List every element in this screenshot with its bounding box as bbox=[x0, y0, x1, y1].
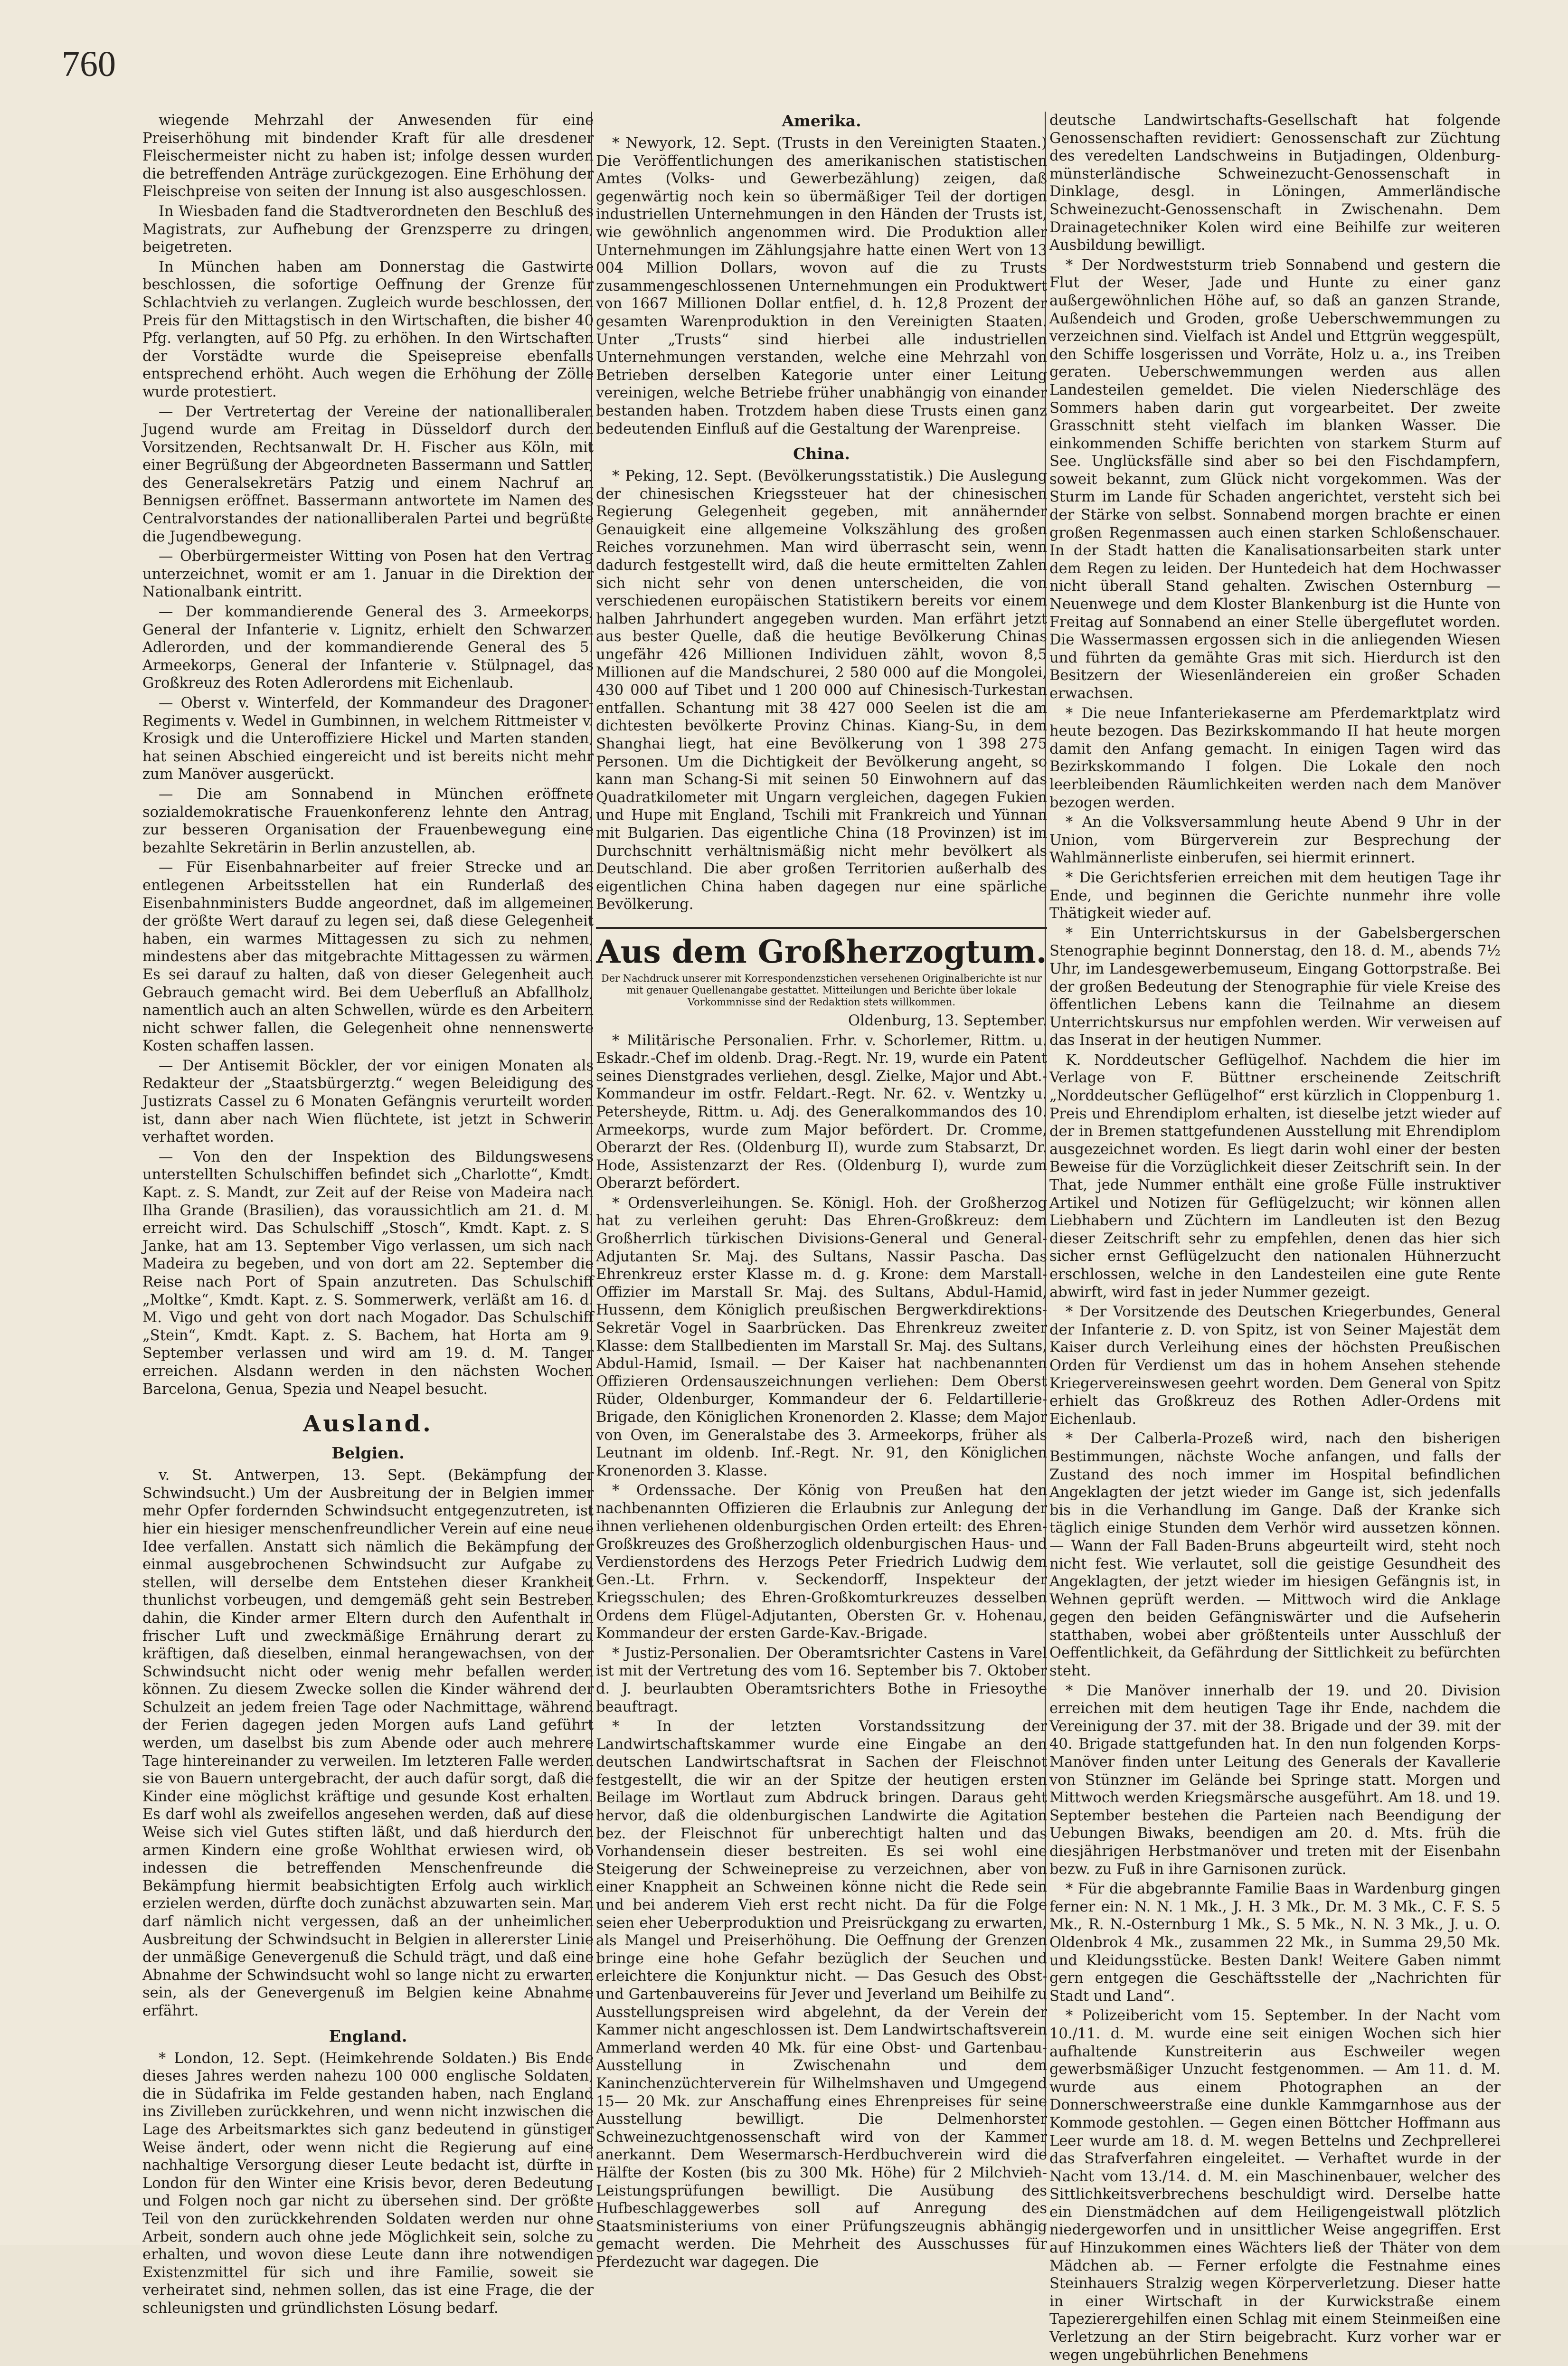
article-paragraph: deutsche Landwirtschafts-Gesellschaft hat folgende Genossenschaften revidiert: Genossenschaft zur Züchtung des veredelten Landschweins in Butjadingen, Oldenburg-münsterländische Schweinezucht-Genossenschaft in Dinklage, desgl. in Löningen, Ammerländische Schweinezucht-Genossenschaft in Zwischenahn. Dem Drainagetechniker Kolen wird eine Beihilfe zur weiteren Ausbildung bewilligt. bbox=[1049, 112, 1501, 254]
article-paragraph: * Der Vorsitzende des Deutschen Kriegerbundes, General der Infanterie z. D. von Spitz, ist von Seiner Majestät dem Kaiser durch Verleihung eines der höchsten Preußischen Orden für Verdienst um das in hohem Ansehen stehende Kriegervereinswesen geehrt worden. Dem General von Spitz erhielt das Großkreuz des Rothen Adler-Ordens mit Eichenlaub. bbox=[1049, 1304, 1501, 1428]
article-paragraph: * Newyork, 12. Sept. (Trusts in den Vereinigten Staaten.) Die Veröffentlichungen des amerikanischen statistischen Amtes (Volks- und Gewerbezählung) zeigen, daß gegenwärtig noch kein so übermäßiger Teil der dortigen industriellen Unternehmungen in den Händen der Trusts ist, wie gewöhnlich angenommen wird. Die Produktion aller Unternehmungen im Zählungsjahre hatte einen Wert von 13 004 Million Dollars, wovon auf die zu Trusts zusammengeschlossenen Unternehmungen ein Produktwert von 1667 Millionen Dollar entfiel, d. h. 12,8 Prozent der gesamten Warenproduktion in den Vereinigten Staaten. Unter „Trusts“ sind hierbei alle industriellen Unternehmungen verstanden, welche eine Mehrzahl von Betrieben derselben Kategorie unter einer Leitung vereinigen, welche Betriebe früher unabhängig von einander bestanden haben. Trotzdem haben diese Trusts einen ganz bedeutenden Einfluß auf die Gestaltung der Warenpreise. bbox=[596, 135, 1047, 437]
article-paragraph: * Für die abgebrannte Familie Baas in Wardenburg gingen ferner ein: N. N. 1 Mk., J. H. 3 Mk., Dr. M. 3 Mk., C. F. S. 5 Mk., R. N.-Osternburg 1 Mk., S. 5 Mk., N. N. 3 Mk., J. u. O. Oldenbrok 4 Mk., zusammen 22 Mk., in Summa 29,50 Mk. und Kleidungsstücke. Besten Dank! Weitere Gaben nimmt gern entgegen die Geschäftsstelle der „Nachrichten für Stadt und Land“. bbox=[1049, 1881, 1501, 2005]
section-heading-grossherzogtum: Aus dem Großherzogtum. bbox=[596, 927, 1047, 970]
article-paragraph: In Wiesbaden fand die Stadtverordneten den Beschluß des Magistrats, zur Aufhebung der Grenzsperre zu dringen, beigetreten. bbox=[142, 203, 594, 256]
column-2 bbox=[596, 112, 1047, 2273]
article-paragraph: * Peking, 12. Sept. (Bevölkerungsstatistik.) Die Auslegung der chinesischen Kriegssteuer hat der chinesischen Regierung Gelegenheit gegeben, mit annähernder Genauigkeit eine allgemeine Volkszählung des großen Reiches vorzunehmen. Man wird überrascht sein, wenn dadurch festgestellt wird, daß die heute ermittelten Zahlen sich nicht sehr von denen unterscheiden, die von verschiedenen europäischen Statistikern bereits vor einem halben Jahrhundert angegeben wurden. Man erfährt jetzt aus bester Quelle, daß die heutige Bevölkerung Chinas ungefähr 426 Millionen Individuen zählt, wovon 8,5 Millionen auf die Mandschurei, 2 580 000 auf die Mongolei, 430 000 auf Tibet und 1 200 000 auf Chinesisch-Turkestan entfallen. Schantung mit 38 427 000 Seelen ist die am dichtesten bevölkerte Provinz Chinas. Kiang-Su, in dem Shanghai liegt, hat eine Bevölkerung von 1 398 275 Personen. Um die Dichtigkeit der Bevölkerung angeht, so kann man Schang-Si mit seinen 50 Einwohnern auf das Quadratkilometer mit Ungarn vergleichen, dagegen Fukien und Hupe mit England, Tschili mit Frankreich und Yünnan mit Bulgarien. Das eigentliche China (18 Provinzen) ist im Durchschnitt verhältnismäßig nicht mehr bevölkert als Deutschland. Die aber großen Territorien außerhalb des eigentlichen China haben dagegen nur eine spärliche Bevölkerung. bbox=[596, 468, 1047, 913]
article-paragraph: * Die Manöver innerhalb der 19. und 20. Division erreichen mit dem heutigen Tage ihr Ende, nachdem die Vereinigung der 37. mit der 38. Brigade und der 39. mit der 40. Brigade stattgefunden hat. In den nun folgenden Korps-Manöver finden unter Leitung des Generals der Kavallerie von Stünzner im Gelände bei Springe statt. Morgen und Mittwoch werden Kriegsmärsche ausgeführt. Am 18. und 19. September bestehen die Parteien nach Beendigung der Uebungen Biwaks, beendigen am 20. d. Mts. früh die diesjährigen Herbstmanöver und treten mit der Eisenbahn bezw. zu Fuß in ihre Garnisonen zurück. bbox=[1049, 1682, 1501, 1878]
article-paragraph: * Ordenssache. Der König von Preußen hat den nachbenannten Offizieren die Erlaubnis zur Anlegung der ihnen verliehenen oldenburgischen Orden erteilt: des Ehren-Großkreuzes des Großherzoglich oldenburgischen Haus- und Verdienstordens des Herzogs Peter Friedrich Ludwig dem Gen.-Lt. Frhrn. v. Seckendorff, Inspekteur der Kriegsschulen; des Ehren-Großkomturkreuzes desselben Ordens dem Flügel-Adjutanten, Obersten Gr. v. Hohenau, Kommandeur der ersten Garde-Kav.-Brigade. bbox=[596, 1482, 1047, 1642]
article-paragraph: * Ordensverleihungen. Se. Königl. Hoh. der Großherzog hat zu verleihen geruht: Das Ehren-Großkreuz: dem Großherrlich türkischen Divisions-General und General-Adjutanten Sr. Maj. des Sultans, Nassir Pascha. Das Ehrenkreuz erster Klasse m. d. g. Krone: dem Marstall-Offizier im Marstall Sr. Maj. des Sultans, Abdul-Hamid, Hussenn, dem Königlich preußischen Bergwerkdirektions-Sekretär Vogel in Saarbrücken. Das Ehrenkreuz zweiter Klasse: dem Stallbedienten im Marstall Sr. Maj. des Sultans, Abdul-Hamid, Ismail. — Der Kaiser hat nachbenannten Offizieren Ordensauszeichnungen verliehen: Dem Oberst Rüder, Oldenburger, Kommandeur der 6. Feldartillerie-Brigade, den Königlichen Kronenorden 2. Klasse; dem Major von Oven, im Generalstabe des 3. Armeekorps, früher als Leutnant im oldenb. Inf.-Regt. Nr. 91, den Königlichen Kronenorden 3. Klasse. bbox=[596, 1194, 1047, 1479]
article-paragraph: * Justiz-Personalien. Der Oberamtsrichter Castens in Varel ist mit der Vertretung des vom 16. September bis 7. Oktober d. J. beurlaubten Oberamtsrichters Bothe in Friesoythe beauftragt. bbox=[596, 1645, 1047, 1715]
column-3 bbox=[1049, 112, 1501, 2366]
article-paragraph: — Der Vertretertag der Vereine der nationalliberalen Jugend wurde am Freitag in Düsseldorf durch den Vorsitzenden, Rechtsanwalt Dr. H. Fischer aus Köln, mit einer Begrüßung der Abgeordneten Bassermann und Sattler, des Generalsekretärs Patzig und einem Nachruf an Bennigsen eröffnet. Bassermann antwortete im Namen des Centralvorstandes der nationalliberalen Partei und begrüßte die Jugendbewegung. bbox=[142, 403, 594, 545]
article-paragraph: * Der Nordweststurm trieb Sonnabend und gestern die Flut der Weser, Jade und Hunte zu einer ganz außergewöhnlichen Höhe auf, so daß an ganzen Strande, Außendeich und Groden, große Ueberschwemmungen zu verzeichnen sind. Vielfach ist Andel und Ettgrün weggespült, den Schiffe losgerissen und Vorräte, Holz u. a., ins Treiben geraten. Ueberschwemmungen werden aus allen Landesteilen gemeldet. Die vielen Niederschläge des Sommers haben darin gut vorgearbeitet. Der zweite Grasschnitt steht vielfach im blanken Wasser. Die einkommenden Schiffe berichten von starkem Sturm auf See. Unglücksfälle sind aber so bei den Fischdampfern, soweit bekannt, zum Glück nicht vorgekommen. Was der Sturm im Lande für Schaden angerichtet, versteht sich bei der Stärke von selbst. Sonnabend morgen brachte er einen großen Regenmassen auch einen starken Schloßenschauer. In der Stadt hatten die Kanalisationsarbeiten stark unter dem Regen zu leiden. Der Huntedeich hat dem Hochwasser nicht überall Stand gehalten. Zwischen Osternburg — Neuenwege und dem Kloster Blankenburg ist die Hunte von Freitag auf Sonnabend an einer Stelle übergeflutet worden. Die Wassermassen ergossen sich in die anliegenden Wiesen und führten da gemähte Gras mit sich. Hierdurch ist den Besitzern der Wiesenländereien ein großer Schaden erwachsen. bbox=[1049, 256, 1501, 702]
article-paragraph: * Die Gerichtsferien erreichen mit dem heutigen Tage ihr Ende, und beginnen die Gerichte nunmehr ihre volle Thätigkeit wieder auf. bbox=[1049, 869, 1501, 922]
article-paragraph: — Der Antisemit Böckler, der vor einigen Monaten als Redakteur der „Staatsbürgerztg.“ wegen Beleidigung des Justizrats Cassel zu 6 Monaten Gefängnis verurteilt worden ist, dann aber nach Wien flüchtete, ist jetzt in Schwerin verhaftet worden. bbox=[142, 1057, 594, 1146]
article-paragraph: — Für Eisenbahnarbeiter auf freier Strecke und an entlegenen Arbeitsstellen hat ein Runderlaß des Eisenbahnministers Budde angeordnet, daß im allgemeinen der größte Wert darauf zu legen sei, daß diese Gelegenheit haben, ein warmes Mittagessen zu sich zu nehmen, mindestens aber das mitgebrachte Mittagessen zu wärmen. Es sei darauf zu halten, daß von dieser Gelegenheit auch Gebrauch gemacht wird. Bei dem Ueberfluß an Abfallholz, namentlich auch an alten Schwellen, würde es den Arbeitern nicht schwer fallen, die Gelegenheit ohne nennenswerte Kosten schaffen lassen. bbox=[142, 859, 594, 1055]
article-paragraph: * Der Calberla-Prozeß wird, nach den bisherigen Bestimmungen, nächste Woche anfangen, und falls der Zustand des noch immer im Hospital befindlichen Angeklagten der jetzt wieder im Gange ist, sich jedenfalls bis in die Verhandlung im Gange. Daß der Kranke sich täglich einige Stunden dem Verhör wird aussetzen können. — Wann der Fall Baden-Bruns abgeurteilt wird, steht noch nicht fest. Wie verlautet, soll die geistige Gesundheit des Angeklagten, der jetzt wieder im hiesigen Gefängnis ist, in Wehnen geprüft werden. — Mittwoch wird die Anklage gegen den beiden Gefängniswärter und die Aufseherin statthaben, wobei aber größtenteils unter Ausschluß der Oeffentlichkeit, da Gefährdung der Sittlichkeit zu befürchten steht. bbox=[1049, 1430, 1501, 1680]
dateline: Oldenburg, 13. September. bbox=[848, 1012, 1047, 1029]
article-paragraph: — Die am Sonnabend in München eröffnete sozialdemokratische Frauenkonferenz lehnte den Antrag, zur besseren Organisation der Frauenbewegung eine bezahlte Sekretärin in Berlin anzustellen, ab. bbox=[142, 786, 594, 856]
article-paragraph: * Ein Unterrichtskursus in der Gabelsbergerschen Stenographie beginnt Donnerstag, den 18. d. M., abends 7½ Uhr, im Landesgewerbemuseum, Eingang Gottorpstraße. Bei der großen Bedeutung der Stenographie für viele Kreise des öffentlichen Lebens kann die Teilnahme an diesem Unterrichtskursus nur empfohlen werden. Wir verweisen auf das Inserat in der heutigen Nummer. bbox=[1049, 925, 1501, 1049]
article-paragraph: * An die Volksversammlung heute Abend 9 Uhr in der Union, vom Bürgerverein zur Besprechung der Wahlmännerliste einberufen, sei hiermit erinnert. bbox=[1049, 814, 1501, 867]
article-paragraph: — Der kommandierende General des 3. Armeekorps, General der Infanterie v. Lignitz, erhielt den Schwarzen Adlerorden, und der kommandierende General des 5. Armeekorps, General der Infanterie v. Stülpnagel, das Großkreuz des Roten Adlerordens mit Eichenlaub. bbox=[142, 604, 594, 692]
article-paragraph: * In der letzten Vorstandssitzung der Landwirtschaftskammer wurde eine Eingabe an den deutschen Landwirtschaftsrat in Sachen der Fleischnot festgestellt, die wir an der Spitze der heutigen ersten Beilage im Wortlaut zum Abdruck bringen. Daraus geht hervor, daß die oldenburgischen Landwirte die Agitation bez. der Fleischnot für unberechtigt halten und das Vorhandensein dieser bestreiten. Es sei wohl eine Steigerung der Schweinepreise zu verzeichnen, aber von einer Knappheit an Schweinen könne nicht die Rede sein und bei anderem Vieh erst recht nicht. Da für die Folge seien eher Ueberproduktion und Preisrückgang zu erwarten, als Mangel und Preiserhöhung. Die Oeffnung der Grenzen bringe eine hohe Gefahr bezüglich der Seuchen und erleichtere die Konjunktur nicht. — Das Gesuch des Obst- und Gartenbauvereins für Jever und Jeverland um Beihilfe zu Ausstellungspreisen wird abgelehnt, da der Verein der Kammer nicht angeschlossen ist. Dem Landwirtschaftsverein Ammerland werden 40 Mk. für eine Obst- und Gartenbau-Ausstellung in Zwischenahn und dem Kaninchenzüchterverein für Wilhelmshaven und Umgegend 15— 20 Mk. zur Anschaffung eines Ehrenpreises für seine Ausstellung bewilligt. Die Delmenhorster Schweinezuchtgenossenschaft wird von der Kammer anerkannt. Dem Wesermarsch-Herdbuchverein wird die Hälfte der Kosten (bis zu 300 Mk. Höhe) für 2 Milchvieh-Leistungsprüfungen bewilligt. Die Ausübung des Hufbeschlaggewerbes soll auf Anregung des Staatsministeriums von einer Prüfungszeugnis abhängig gemacht werden. Die Mehrheit des Ausschusses für Pferdezucht war dagegen. Die bbox=[596, 1718, 1047, 2271]
article-paragraph: In München haben am Donnerstag die Gastwirte beschlossen, die sofortige Oeffnung der Grenze für Schlachtvieh zu verlangen. Zugleich wurde beschlossen, den Preis für den Mittagstisch in den Wirtschaften, die bisher 40 Pfg. verlangten, auf 50 Pfg. zu erhöhen. In den Wirtschaften der Vorstädte wurde die Speisepreise ebenfalls entsprechend erhöht. Auch wegen die Erhöhung der Zölle wurde protestiert. bbox=[142, 258, 594, 400]
article-paragraph: — Oberst v. Winterfeld, der Kommandeur des Dragoner-Regiments v. Wedel in Gumbinnen, in welchem Rittmeister v. Krosigk und die Unteroffiziere Hickel und Marten standen, hat seinen Abschied eingereicht und ist bereits nicht mehr zum Manöver ausgerückt. bbox=[142, 695, 594, 783]
article-paragraph: * Die neue Infanteriekaserne am Pferdemarktplatz wird heute bezogen. Das Bezirkskommando II hat heute morgen damit den Anfang gemacht. In einigen Tagen wird das Bezirkskommando I folgen. Die Lokale den noch leerbleibenden Räumlichkeiten werden nach dem Manöver bezogen werden. bbox=[1049, 705, 1501, 811]
article-paragraph: wiegende Mehrzahl der Anwesenden für eine Preiserhöhung mit bindender Kraft für alle dresdener Fleischermeister nicht zu haben ist; infolge dessen wurden die betreffenden Anträge zurückgezogen. Eine Erhöhung der Fleischpreise von seiten der Innung ist also ausgeschlossen. bbox=[142, 112, 594, 200]
article-paragraph: v. St. Antwerpen, 13. Sept. (Bekämpfung der Schwindsucht.) Um der Ausbreitung der in Belgien immer mehr Opfer fordernden Schwindsucht entgegenzutreten, ist hier ein hiesiger menschenfreundlicher Verein auf eine neue Idee verfallen. Anstatt sich nämlich die Bekämpfung der einmal ausgebrochenen Schwindsucht zur Aufgabe zu stellen, will derselbe dem Entstehen dieser Krankheit thunlichst vorbeugen, und demgemäß geht sein Bestreben dahin, die Kinder armer Eltern durch den Aufenthalt in frischer Luft und zweckmäßige Ernährung derart zu kräftigen, daß dieselben, einmal herangewachsen, von der Schwindsucht nicht oder wenig mehr befallen werden können. Zu diesem Zwecke sollen die Kinder während der Schulzeit an jedem freien Tage oder Nachmittage, während der Ferien dagegen jeden Morgen aufs Land geführt werden, um daselbst bis zum Abende oder auch mehrere Tage hintereinander zu verweilen. Im letzteren Falle werden sie von Bauern untergebracht, der auch dafür sorgt, daß die Kinder eine möglichst kräftige und gesunde Kost erhalten. Es darf wohl als zweifellos angesehen werden, daß auf diese Weise sich viel Gutes stiften läßt, und daß hierdurch den armen Kindern eine große Wohlthat erwiesen wird, ob indessen die betreffenden Menschenfreunde die Bekämpfung hiermit beabsichtigten Erfolg auch wirklich erzielen werden, dürfte doch zunächst abzuwarten sein. Man darf nämlich nicht vergessen, daß an der unheimlichen Ausbreitung der Schwindsucht in Belgien in allererster Linie der unmäßige Genevergenuß die Schuld trägt, und daß eine Abnahme der Schwindsucht wohl so lange nicht zu erwarten sein, als der Genevergenuß im Belgien keine Abnahme erfährt. bbox=[142, 1467, 594, 2019]
column-1 bbox=[142, 112, 594, 2319]
subheading-england: England. bbox=[329, 2026, 407, 2045]
article-paragraph: * London, 12. Sept. (Heimkehrende Soldaten.) Bis Ende dieses Jahres werden nahezu 100 000 englische Soldaten, die in Südafrika im Felde gestanden haben, nach England ins Zivilleben zurückkehren, und wenn nicht inzwischen die Lage des Arbeitsmarktes sich ganz bedeutend in günstiger Weise ändert, oder wenn nicht die Regierung auf eine nachhaltige Versorgung dieser Leute bedacht ist, dürfte in London für den Winter eine Krisis bevor, deren Bedeutung und Folgen noch gar nicht zu übersehen sind. Der größte Teil von den zurückkehrenden Soldaten werden nur ohne Arbeit, sondern auch ohne jede Möglichkeit sein, solche zu erhalten, und wovon diese Leute dann ihre notwendigen Existenzmittel für sich und ihre Familie, soweit sie verheiratet sind, nehmen sollen, das ist eine Frage, die der schleunigsten und gründlichsten Lösung bedarf. bbox=[142, 2050, 594, 2317]
reprint-notice: Der Nachdruck unserer mit Korrespondenzstichen versehenen Originalberichte ist nur mit genauer Quellenangabe gestattet. Mitteilungen und Berichte über lokale Vorkommnisse sind der Redaktion stets willkommen. bbox=[601, 972, 1042, 1008]
section-heading-ausland: Ausland. bbox=[303, 1410, 433, 1438]
article-paragraph: — Von den der Inspektion des Bildungswesens unterstellten Schulschiffen befindet sich „Charlotte“, Kmdt. Kapt. z. S. Mandt, zur Zeit auf der Reise von Madeira nach Ilha Grande (Brasilien), das voraussichtlich am 21. d. M. erreicht wird. Das Schulschiff „Stosch“, Kmdt. Kapt. z. S. Janke, hat am 13. September Vigo verlassen, um sich nach Madeira zu begeben, und von dort am 22. September die Reise nach Port of Spain anzutreten. Das Schulschiff „Moltke“, Kmdt. Kapt. z. S. Sommerwerk, verläßt am 16. d. M. Vigo und geht von dort nach Mogador. Das Schulschiff „Stein“, Kmdt. Kapt. z. S. Bachem, hat Horta am 9. September verlassen und wird am 19. d. M. Tanger erreichen. Alsdann werden in den nächsten Wochen Barcelona, Genua, Spezia und Neapel besucht. bbox=[142, 1148, 594, 1398]
subheading-amerika: Amerika. bbox=[782, 112, 861, 130]
page-number: 760 bbox=[62, 44, 116, 84]
subheading-china: China. bbox=[793, 445, 850, 464]
article-paragraph: K. Norddeutscher Geflügelhof. Nachdem die hier im Verlage von F. Büttner erscheinende Zeitschrift „Norddeutscher Geflügelhof“ erst kürzlich in Cloppenburg 1. Preis und Ehrendiplom erhalten, ist dieselbe jetzt wieder auf der in Bremen stattgefundenen Ausstellung mit Ehrendiplom ausgezeichnet worden. Es liegt darin wohl einer der besten Beweise für die Vorzüglichkeit dieser Zeitschrift sein. In der That, jede Nummer enthält eine große Fülle instruktiver Artikel und Notizen für Geflügelzucht; wir können allen Liebhabern und Züchtern im Landleuten ist den Bezug dieser Zeitschrift sehr zu empfehlen, denen das hier sich sicher ernst Geflügelzucht den nationalen Hühnerzucht erschlossen, welche in den Landesteilen eine gute Rente abwirft, wird fast in jeder Nummer gezeigt. bbox=[1049, 1051, 1501, 1301]
article-paragraph: — Oberbürgermeister Witting von Posen hat den Vertrag unterzeichnet, womit er am 1. Januar in die Direktion der Nationalbank eintritt. bbox=[142, 548, 594, 601]
article-paragraph: * Militärische Personalien. Frhr. v. Schorlemer, Rittm. u. Eskadr.-Chef im oldenb. Drag.-Regt. Nr. 19, wurde ein Patent seines Dienstgrades verliehen, desgl. Zielke, Major und Abt.-Kommandeur im ostfr. Feldart.-Regt. Nr. 62. v. Wentzky u. Petersheyde, Rittm. u. Adj. des Generalkommandos des 10. Armeekorps, wurde zum Major befördert. Dr. Cromme, Oberarzt der Res. (Oldenburg II), wurde zum Stabsarzt, Dr. Hode, Assistenzarzt der Res. (Oldenburg I), wurde zum Oberarzt befördert. bbox=[596, 1032, 1047, 1192]
subheading-belgien: Belgien. bbox=[331, 1444, 405, 1463]
article-paragraph: * Polizeibericht vom 15. September. In der Nacht vom 10./11. d. M. wurde eine seit einigen Wochen sich hier aufhaltende Kunstreiterin aus Eschweiler wegen gewerbsmäßiger Unzucht festgenommen. — Am 11. d. M. wurde aus einem Photographen an der Donnerschweerstraße eine dunkle Kammgarnhose aus der Kommode gestohlen. — Gegen einen Böttcher Hoffmann aus Leer wurde am 18. d. M. wegen Bettelns und Zechprellerei das Strafverfahren eingeleitet. — Verhaftet wurde in der Nacht vom 13./14. d. M. ein Maschinenbauer, welcher des Sittlichkeitsverbrechens beschuldigt wird. Derselbe hatte ein Dienstmädchen auf dem Heiligengeistwall plötzlich niedergeworfen und in unsittlicher Weise angegriffen. Erst auf Hinzukommen eines Wächters ließ der Thäter von dem Mädchen ab. — Ferner erfolgte die Festnahme eines Steinhauers Stralzig wegen Körperverletzung. Dieser hatte in einer Wirtschaft in der Kurwickstraße einem Tapezierergehilfen einen Schlag mit einem Steinmeißen eine Verletzung an der Stirn beigebracht. Kurz vorher war er wegen ungebührlichen Benehmens bbox=[1049, 2007, 1501, 2364]
